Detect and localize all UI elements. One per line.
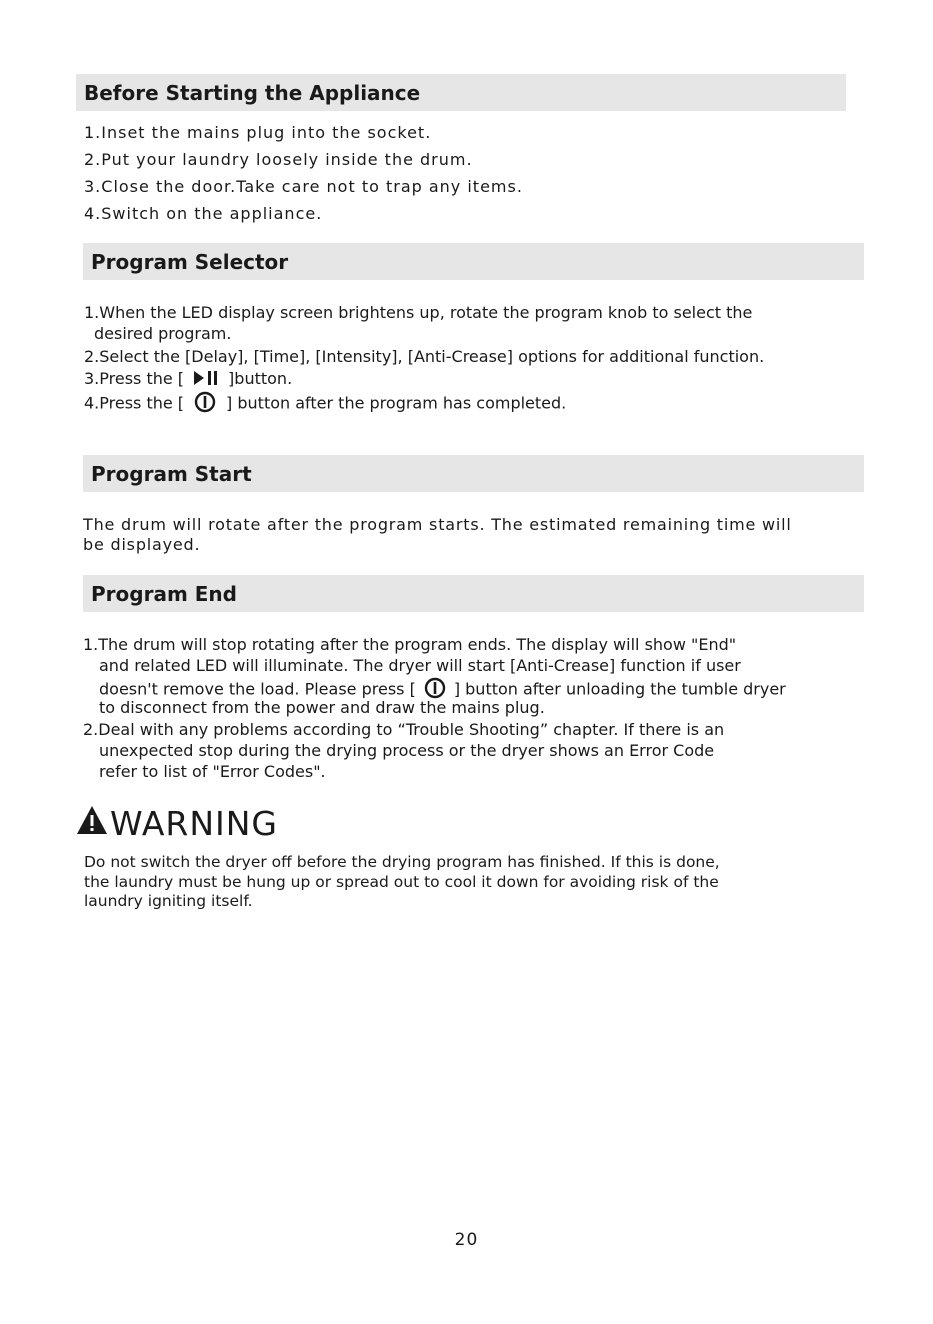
- step-line: [84, 369, 292, 389]
- page-number: 20: [454, 1230, 479, 1250]
- section-header-program-start: Program Start: [83, 455, 864, 492]
- step-text: 4.Press the [: [84, 393, 185, 413]
- step-line: unexpected stop during the drying process or the dryer shows an Error Code: [99, 741, 715, 760]
- section-header-program-selector: Program Selector: [83, 243, 864, 280]
- step-line: [84, 391, 566, 417]
- step-line: refer to list of "Error Codes".: [99, 762, 326, 781]
- body-line: The drum will rotate after the program starts. The estimated remaining time will: [83, 515, 792, 534]
- step-text: ]button.: [228, 369, 293, 388]
- step-text: doesn't remove the load. Please press [: [99, 679, 416, 699]
- step-line: to disconnect from the power and draw the mains plug.: [99, 698, 545, 717]
- step-line: 2.Deal with any problems according to “Trouble Shooting” chapter. If there is an: [83, 720, 725, 739]
- step-line: 1.When the LED display screen brightens up, rotate the program knob to select the: [84, 303, 753, 322]
- section-header-program-end: Program End: [83, 575, 864, 612]
- warning-heading: [76, 803, 278, 843]
- step-line: and related LED will illuminate. The dryer will start [Anti-Crease] function if user: [99, 656, 741, 675]
- step-line: 2.Select the [Delay], [Time], [Intensity], [Anti-Crease] options for additional function.: [84, 347, 765, 366]
- warning-line: laundry igniting itself.: [84, 892, 253, 910]
- body-line: be displayed.: [83, 535, 201, 554]
- warning-title: WARNING: [110, 803, 279, 843]
- warning-line: the laundry must be hung up or spread out to cool it down for avoiding risk of the: [84, 873, 719, 891]
- step-line: 3.Close the door.Take care not to trap any items.: [84, 177, 523, 196]
- step-text: 3.Press the [: [84, 369, 185, 388]
- step-line: desired program.: [94, 324, 232, 343]
- step-text: ] button after unloading the tumble dryer: [453, 679, 786, 699]
- section-header-before-starting: Before Starting the Appliance: [76, 74, 846, 111]
- warning-line: Do not switch the dryer off before the drying program has finished. If this is done,: [84, 853, 720, 871]
- step-line: 4.Switch on the appliance.: [84, 204, 323, 223]
- step-line: 1.The drum will stop rotating after the program ends. The display will show "End": [83, 635, 737, 654]
- step-line: 1.Inset the mains plug into the socket.: [84, 123, 432, 142]
- play-pause-icon: [194, 370, 218, 389]
- warning-triangle-icon: [76, 804, 110, 843]
- step-line: 2.Put your laundry loosely inside the drum.: [84, 150, 473, 169]
- step-text: ] button after the program has completed.: [226, 393, 567, 413]
- power-icon: [194, 391, 216, 417]
